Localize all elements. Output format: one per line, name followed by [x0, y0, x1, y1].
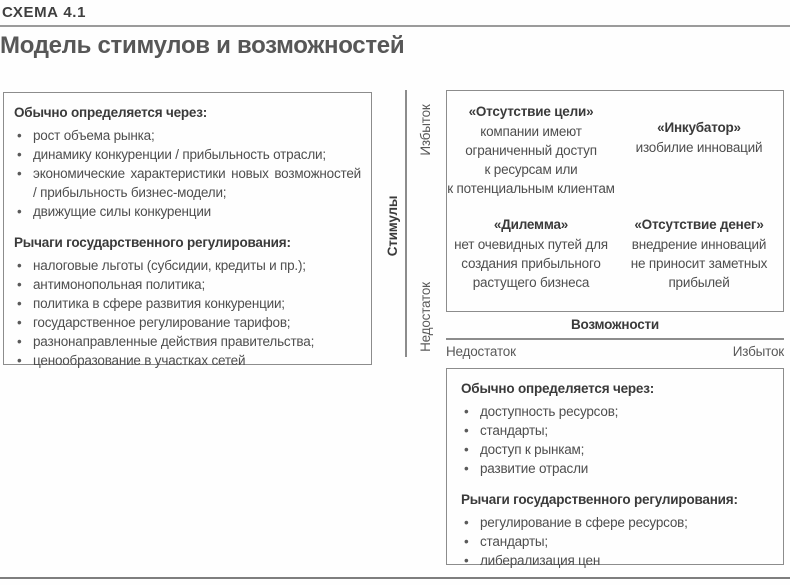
stimuli-definition-heading: Обычно определяется через: — [14, 105, 208, 120]
quadrant-title: «Отсутствие денег» — [634, 217, 764, 232]
list-item: • государственное регулирование тарифов; — [14, 313, 361, 332]
list-item: • динамику конкуренции / прибыльность отрасли; — [14, 145, 361, 164]
quadrant-text-line: внедрение инноваций — [631, 237, 767, 252]
opportunities-definition-heading: Обычно определяется через: — [461, 381, 655, 396]
quadrant-text-line: к потенциальным клиентам — [447, 181, 615, 196]
quadrant-text-line: нет очевидных путей для — [454, 237, 608, 252]
list-item: • рост объема рынка; — [14, 126, 361, 145]
opportunities-definition-list — [461, 402, 771, 478]
page-bottom-divider — [0, 577, 790, 579]
incentives-opportunities-matrix — [446, 90, 784, 312]
stimuli-definition-list — [14, 126, 361, 221]
quadrant-text-line: растущего бизнеса — [472, 275, 590, 290]
list-item: • стандарты; — [461, 421, 771, 440]
list-item: • налоговые льготы (субсидии, кредиты и пр.); — [14, 256, 361, 275]
quadrant-dilemma — [447, 203, 615, 311]
list-item: • стандарты; — [461, 532, 771, 551]
quadrant-text-line: прибылей — [668, 275, 730, 290]
quadrant-text-line: изобилие инноваций — [635, 139, 763, 155]
stimuli-regulation-heading: Рычаги государственного регулирования: — [14, 235, 291, 250]
list-item: • движущие силы конкуренции — [14, 202, 361, 221]
y-axis-title: Стимулы — [385, 195, 400, 257]
y-axis-line — [405, 90, 407, 357]
y-axis-surplus-label: Избыток — [418, 104, 433, 156]
quadrant-no-goal — [447, 91, 615, 203]
list-item: • доступ к рынкам; — [461, 440, 771, 459]
quadrant-title: «Отсутствие цели» — [468, 104, 594, 119]
stimuli-regulation-list — [14, 256, 361, 370]
list-item: • регулирование в сфере ресурсов; — [461, 513, 771, 532]
x-axis-deficit-label: Недостаток — [446, 344, 516, 359]
stimuli-description-box — [3, 92, 372, 368]
quadrant-title: «Дилемма» — [493, 217, 569, 232]
opportunities-regulation-list — [461, 513, 771, 570]
list-item: • доступность ресурсов; — [461, 402, 771, 421]
list-item: • антимонопольная политика; — [14, 275, 361, 294]
quadrant-no-money — [615, 203, 783, 311]
list-item: • ценообразование в участках сетей — [14, 351, 361, 370]
x-axis-title: Возможности — [570, 317, 660, 332]
quadrant-text-line: создания прибыльного — [461, 256, 601, 271]
list-item: • развитие отрасли — [461, 459, 771, 478]
quadrant-incubator — [615, 91, 783, 203]
x-axis-line — [446, 338, 784, 340]
opportunities-description-box — [446, 368, 784, 568]
list-item: • либерализация цен — [461, 551, 771, 570]
header-divider — [0, 25, 790, 27]
y-axis-deficit-label: Недостаток — [418, 282, 433, 352]
schema-number-label: СХЕМА 4.1 — [2, 4, 87, 21]
quadrant-text-line: компании имеют — [480, 124, 582, 139]
list-item: • экономические характеристики новых возможностей / прибыльность бизнес-модели; — [14, 164, 361, 202]
quadrant-text-line: не приносит заметных — [630, 256, 768, 271]
list-item: • политика в сфере развития конкуренции; — [14, 294, 361, 313]
x-axis-labels — [446, 343, 784, 361]
x-axis-surplus-label: Избыток — [732, 344, 784, 359]
quadrant-text-line: ограниченный доступ — [465, 143, 597, 158]
list-item: • разнонаправленные действия правительства; — [14, 332, 361, 351]
quadrant-text-line: к ресурсам или — [484, 162, 578, 177]
quadrant-title: «Инкубатор» — [657, 119, 741, 135]
page-title: Модель стимулов и возможностей — [0, 32, 405, 59]
opportunities-regulation-heading: Рычаги государственного регулирования: — [461, 492, 738, 507]
